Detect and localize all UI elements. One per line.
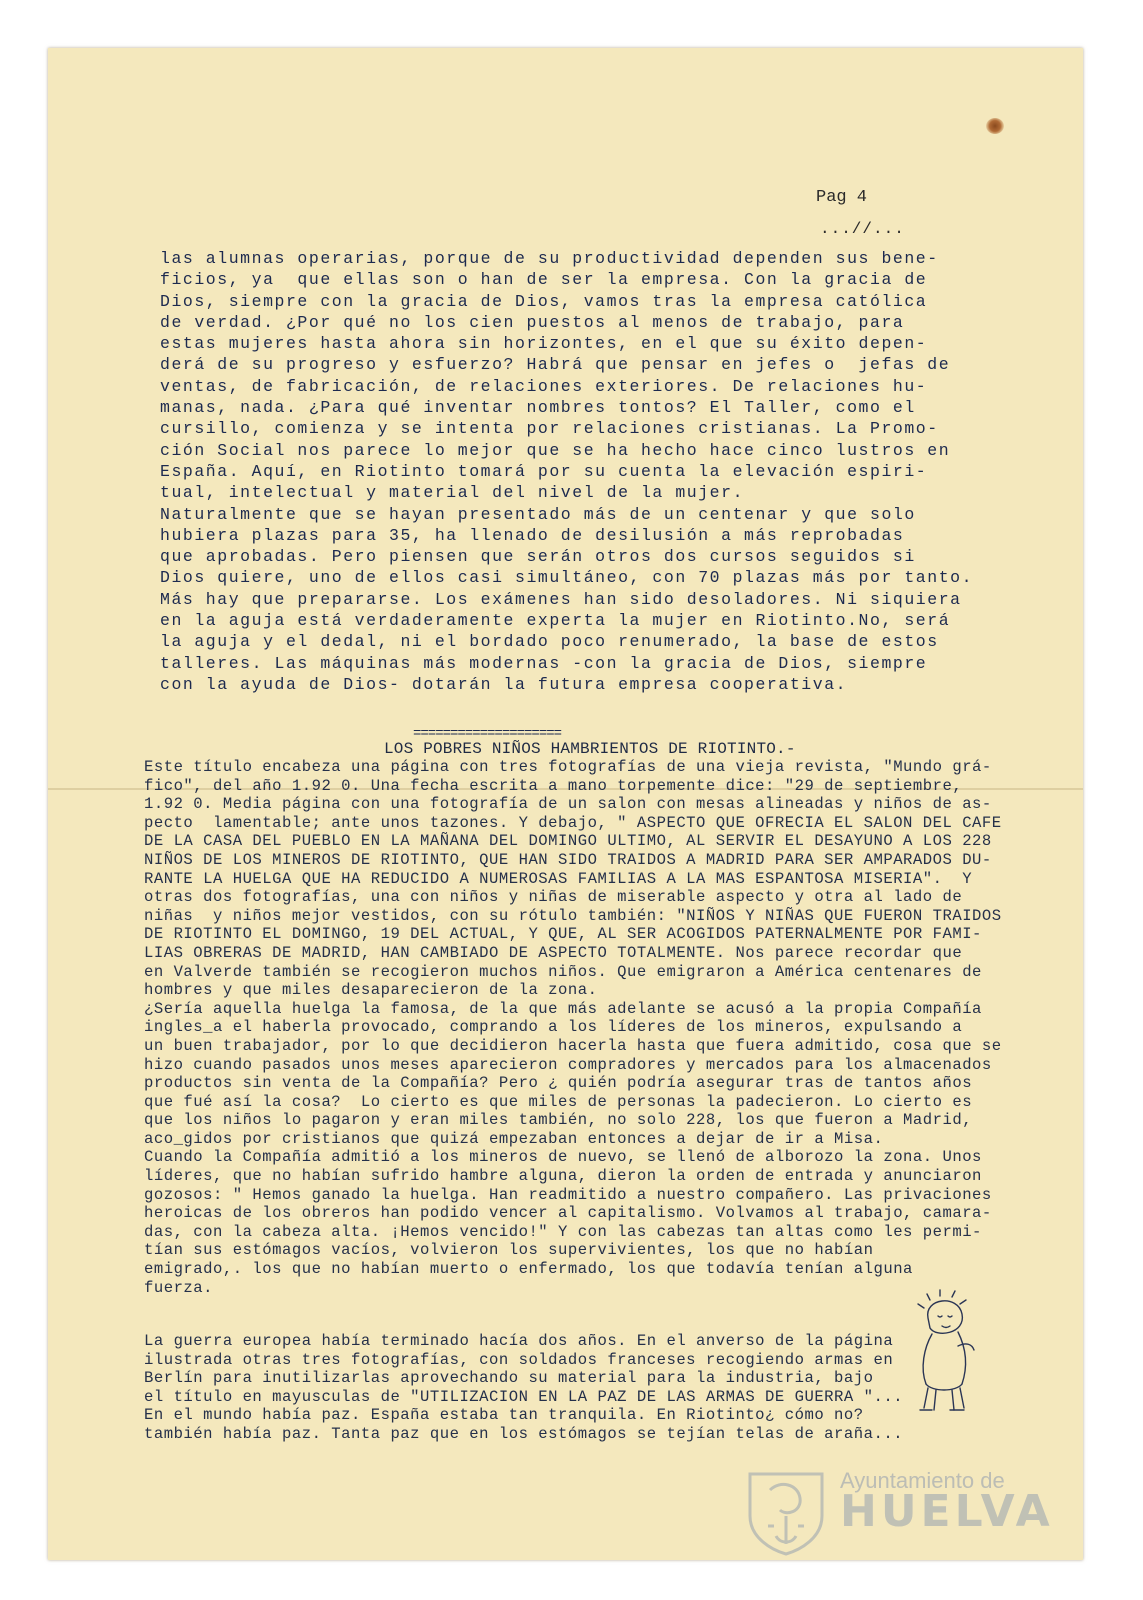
text-line: cursillo, comienza y se intenta por relaciones cristianas. La Promo- <box>160 419 939 439</box>
watermark-city: HUELVA <box>840 1486 1054 1537</box>
text-line: ción Social nos parece lo mejor que se ha hecho hace cinco lustros en <box>160 440 951 460</box>
watermark-title: Ayuntamiento de <box>840 1468 1005 1493</box>
municipal-seal-icon <box>740 1466 832 1558</box>
text-line: derá de su progreso y esfuerzo? Habrá que pensar en jefes o jefas de <box>160 355 951 375</box>
text-line: 1.92 0. Media página con una fotografía de un salon con mesas alineadas y niños de as- <box>144 795 992 814</box>
text-line: das, con la cabeza alta. ¡Hemos vencido!" Y con las cabezas tan altas como les permi- <box>144 1222 982 1241</box>
text-line: la aguja y el dedal, ni el bordado poco renumerado, la base de estos <box>160 632 939 652</box>
text-line: La guerra europea había terminado hacía dos años. En el anverso de la página <box>144 1332 894 1350</box>
text-line: hubiera plazas para 35, ha llenado de desilusión a más reprobadas <box>160 525 905 545</box>
child-sketch-icon <box>906 1288 986 1418</box>
text-line: Más hay que prepararse. Los exámenes han sido desoladores. Ni siquiera <box>160 589 962 609</box>
text-line: productos sin venta de la Compañía? Pero ¿ quién podría asegurar tras de tantos años <box>144 1074 973 1093</box>
text-line: Cuando la Compañía admitió a los mineros de nuevo, se llenó de alborozo la zona. Unos <box>144 1148 982 1167</box>
text-line: en la aguja está verdaderamente experta la mujer en Riotinto.No, será <box>160 611 951 631</box>
text-line: tían sus estómagos vacíos, volvieron los supervivientes, los que no habían <box>144 1241 874 1260</box>
text-line: en Valverde también se recogieron muchos niños. Que emigraron a América centenares de <box>144 962 982 981</box>
text-line: niñas y niños mejor vestidos, con su rótulo también: "NIÑOS Y NIÑAS QUE FUERON TRAIDOS <box>144 906 1002 925</box>
continuation-mark: ...//... <box>820 220 905 238</box>
section-training-text <box>160 248 1040 695</box>
text-line: con la ayuda de Dios- dotarán la futura empresa cooperativa. <box>160 674 848 694</box>
text-line: hombres y que miles desaparecieron de la zona. <box>144 981 598 1000</box>
text-line: emigrado,. los que no habían muerto o enfermado, los que todavía tenían alguna <box>144 1260 913 1279</box>
text-line: de verdad. ¿Por qué no los cien puestos al menos de trabajo, para <box>160 312 905 332</box>
text-line: ingles_a el haberla provocado, comprando a los líderes de los mineros, expulsando a <box>144 1018 963 1037</box>
text-line: que fué así la cosa? Lo cierto es que miles de personas la padecieron. Lo cierto es <box>144 1092 973 1111</box>
text-line: Berlín para inutilizarlas aprovechando su material para la industria, bajo <box>144 1369 874 1388</box>
text-line: ventas, de fabricación, de relaciones exteriores. De relaciones hu- <box>160 376 928 396</box>
text-line: LIAS OBRERAS DE MADRID, HAN CAMBIADO DE ASPECTO TOTALMENTE. Nos parece recordar que <box>144 943 963 962</box>
text-line: NIÑOS DE LOS MINEROS DE RIOTINTO, QUE HAN SIDO TRAIDOS A MADRID PARA SER AMPARADOS DU- <box>144 850 992 869</box>
text-line: Naturalmente que se hayan presentado más de un centenar y que solo <box>160 504 916 524</box>
text-line: DE LA CASA DEL PUEBLO EN LA MAÑANA DEL DOMINGO ULTIMO, AL SERVIR EL DESAYUNO A LOS 228 <box>144 832 992 851</box>
text-line: pecto lamentable; ante unos tazones. Y debajo, " ASPECTO QUE OFRECIA EL SALON DEL CAFE <box>144 813 1002 832</box>
text-line: gozosos: " Hemos ganado la huelga. Han readmitido a nuestro compañero. Las privaciones <box>144 1185 992 1204</box>
page-number: Pag 4 <box>816 188 868 207</box>
text-line: aco_gidos por cristianos que quizá empezaban entonces a dejar de ir a Misa. <box>144 1129 884 1148</box>
text-line: fuerza. <box>144 1278 214 1297</box>
text-line: fico", del año 1.92 0. Una fecha escrita a mano torpemente dice: "29 de septiembre, <box>144 776 963 795</box>
text-line: España. Aquí, en Riotinto tomará por su cuenta la elevación espiri- <box>160 461 928 481</box>
text-line: talleres. Las máquinas más modernas -con la gracia de Dios, siempre <box>160 653 928 673</box>
text-line: líderes, que no habían sufrido hambre alguna, dieron la orden de entrada y anunciaron <box>144 1167 982 1186</box>
text-line: Dios quiere, uno de ellos casi simultáneo, con 70 plazas más por tanto. <box>160 568 974 588</box>
text-line: heroicas de los obreros han podido vencer al capitalismo. Volvamos al trabajo, camara- <box>144 1204 992 1223</box>
text-line: tual, intelectual y material del nivel de la mujer. <box>160 483 745 503</box>
text-line: el título en mayusculas de "UTILIZACION EN LA PAZ DE LAS ARMAS DE GUERRA "... <box>144 1387 904 1406</box>
section-separator: ==================== <box>413 726 562 742</box>
text-line: ficios, ya que ellas son o han de ser la empresa. Con la gracia de <box>160 270 928 290</box>
section-heading: LOS POBRES NIÑOS HAMBRIENTOS DE RIOTINTO.- <box>384 740 796 758</box>
text-line: Este título encabeza una página con tres fotografías de una vieja revista, "Mundo grá- <box>144 758 992 776</box>
document-page <box>48 48 1083 1560</box>
text-line: DE RIOTINTO EL DOMINGO, 19 DEL ACTUAL, Y QUE, AL SER ACOGIDOS PATERNALMENTE POR FAMI- <box>144 925 982 944</box>
rust-stain <box>986 118 1004 134</box>
text-line: un buen trabajador, por lo que decidieron hacerla hasta que fuera admitido, cosa que se <box>144 1036 1002 1055</box>
text-line: otras dos fotografías, una con niños y niñas de miserable aspecto y otra al lado de <box>144 888 963 907</box>
text-line: estas mujeres hasta ahora sin horizontes, en el que su éxito depen- <box>160 334 928 354</box>
text-line: hizo cuando pasados unos meses aparecieron compradores y mercados para los almacenados <box>144 1055 992 1074</box>
text-line: manas, nada. ¿Para qué inventar nombres tontos? El Taller, como el <box>160 398 916 418</box>
text-line: ¿Sería aquella huelga la famosa, de la que más adelante se acusó a la propia Compañía <box>144 999 982 1018</box>
section-closing-text <box>144 1332 924 1444</box>
text-line: que los niños lo pagaron y eran miles también, no solo 228, los que fueron a Madrid, <box>144 1111 973 1130</box>
text-line: Dios, siempre con la gracia de Dios, vamos tras la empresa católica <box>160 291 928 311</box>
text-line: que aprobadas. Pero piensen que serán otros dos cursos seguidos si <box>160 547 916 567</box>
text-line: también había paz. Tanta paz que en los estómagos se tejían telas de araña... <box>144 1424 904 1443</box>
text-line: En el mundo había paz. España estaba tan tranquila. En Riotinto¿ cómo no? <box>144 1406 864 1425</box>
text-line: ilustrada otras tres fotografías, con soldados franceses recogiendo armas en <box>144 1350 894 1369</box>
text-line: las alumnas operarias, porque de su productividad dependen sus bene- <box>160 249 939 268</box>
section-children-text <box>144 758 1044 1297</box>
text-line: RANTE LA HUELGA QUE HA REDUCIDO A NUMEROSAS FAMILIAS A LA MAS ESPANTOSA MISERIA". Y <box>144 869 973 888</box>
